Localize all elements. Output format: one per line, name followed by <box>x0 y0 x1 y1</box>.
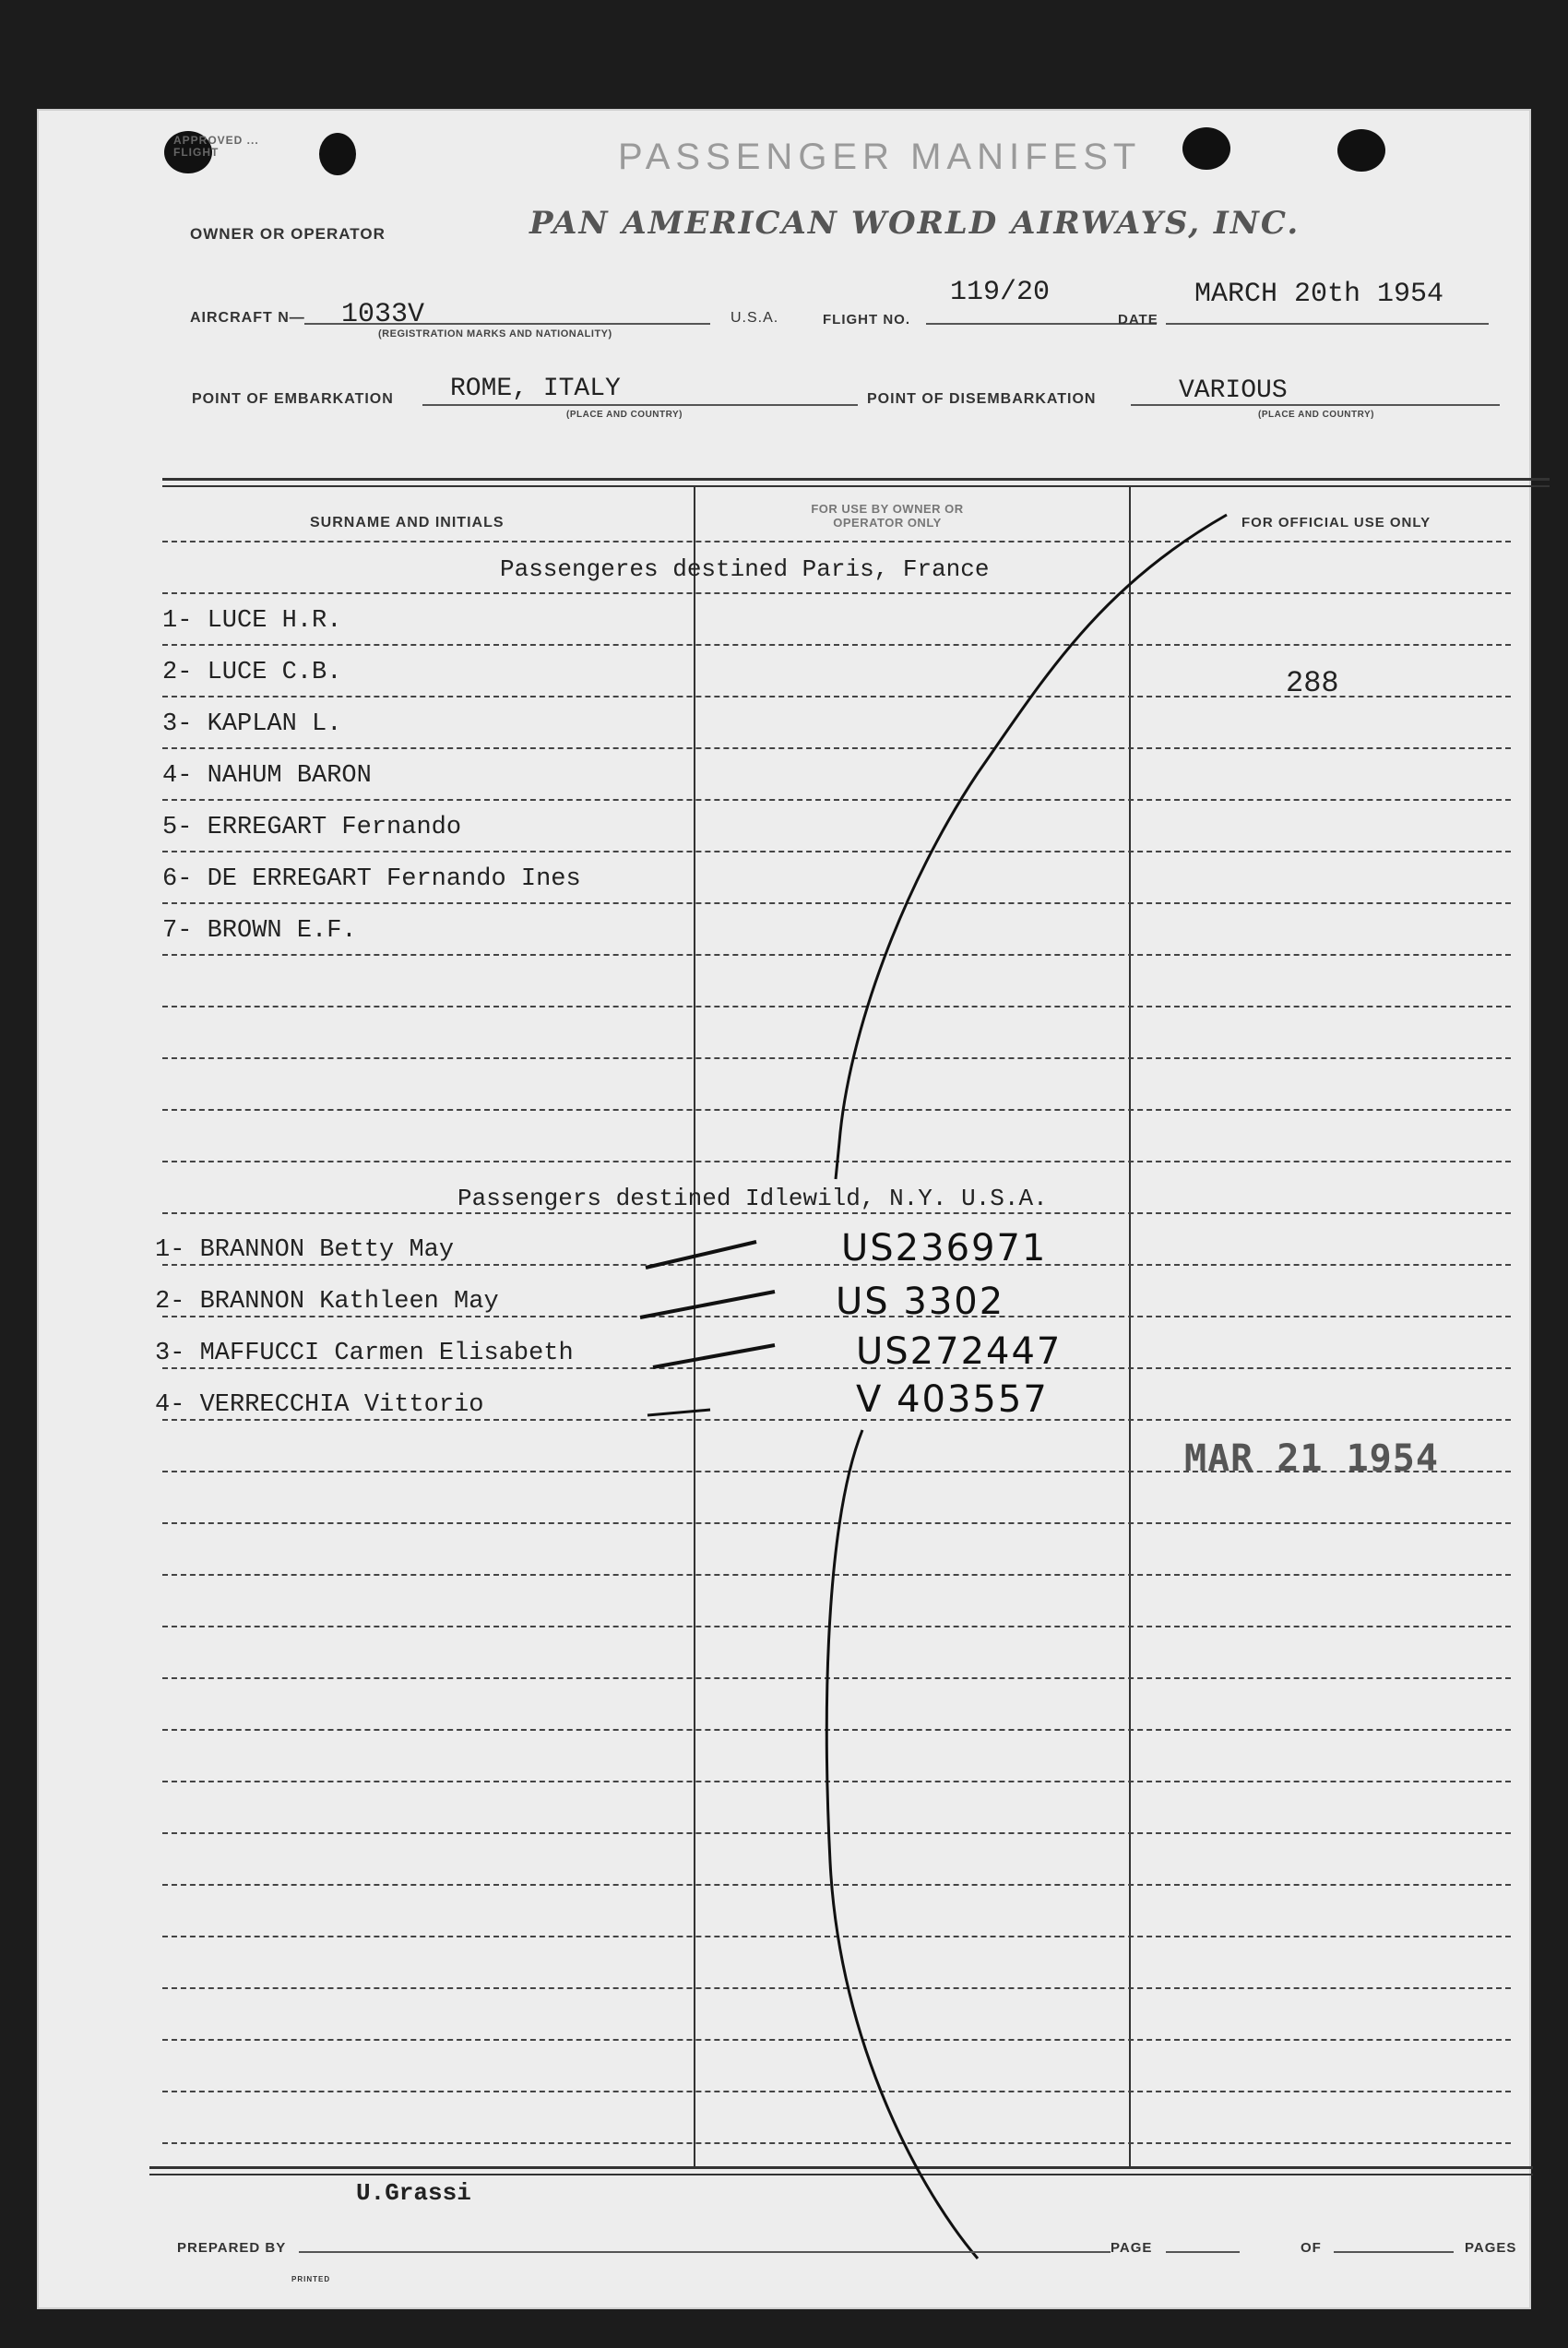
embark-value: ROME, ITALY <box>450 375 621 403</box>
page-title: PASSENGER MANIFEST <box>618 137 1142 177</box>
aircraft-value: 1033V <box>341 299 425 330</box>
passenger-row: 1- BRANNON Betty May <box>155 1236 455 1264</box>
passenger-row: 2- LUCE C.B. <box>162 659 342 686</box>
handwritten-strokes <box>37 109 1531 2309</box>
prepared-label: PREPARED BY <box>177 2240 287 2256</box>
group-heading-paris: Passengeres destined Paris, France <box>500 555 990 583</box>
passenger-row: 6- DE ERREGART Fernando Ines <box>162 865 581 893</box>
aircraft-caption: (REGISTRATION MARKS AND NATIONALITY) <box>378 328 612 340</box>
passenger-row: 2- BRANNON Kathleen May <box>155 1288 499 1316</box>
page-line <box>1166 2251 1240 2253</box>
embark-caption: (PLACE AND COUNTRY) <box>566 410 683 420</box>
passenger-row: 4- NAHUM BARON <box>162 762 372 790</box>
handwritten-number: V 403557 <box>856 1378 1049 1421</box>
printed-mark: PRINTED <box>291 2275 331 2283</box>
of-label: OF <box>1301 2240 1322 2256</box>
owner-value: PAN AMERICAN WORLD AIRWAYS, INC. <box>529 205 1301 242</box>
passenger-row: 3- MAFFUCCI Carmen Elisabeth <box>155 1340 574 1367</box>
official-note: 288 <box>1286 666 1339 700</box>
passenger-row: 5- ERREGART Fernando <box>162 814 462 841</box>
of-line <box>1334 2251 1454 2253</box>
usa-label: U.S.A. <box>731 310 779 326</box>
flight-label: FLIGHT NO. <box>823 312 910 328</box>
received-date-stamp: MAR 21 1954 <box>1184 1437 1439 1480</box>
column-header-owner-use: FOR USE BY OWNER OR OPERATOR ONLY <box>811 502 964 530</box>
passenger-row: 1- LUCE H.R. <box>162 607 342 635</box>
handwritten-number: US 3302 <box>836 1281 1005 1323</box>
manifest-sheet <box>37 109 1531 2309</box>
signature: U.Grassi <box>356 2179 471 2207</box>
date-value: MARCH 20th 1954 <box>1194 279 1444 310</box>
passenger-row: 4- VERRECCHIA Vittorio <box>155 1391 484 1419</box>
owner-label: OWNER OR OPERATOR <box>190 225 386 243</box>
aircraft-label: AIRCRAFT N— <box>190 310 305 326</box>
handwritten-number: US236971 <box>841 1227 1048 1269</box>
disembark-label: POINT OF DISEMBARKATION <box>867 391 1097 407</box>
pages-label: PAGES <box>1465 2240 1517 2256</box>
passenger-row: 3- KAPLAN L. <box>162 710 342 738</box>
prepared-line <box>299 2251 1111 2253</box>
flight-value: 119/20 <box>950 277 1051 308</box>
group-heading-idlewild: Passengers destined Idlewild, N.Y. U.S.A. <box>457 1185 1048 1212</box>
approved-stamp: APPROVED ... FLIGHT <box>173 134 259 159</box>
column-header-official-use: FOR OFFICIAL USE ONLY <box>1241 515 1431 530</box>
disembark-value: VARIOUS <box>1179 376 1288 405</box>
disembark-caption: (PLACE AND COUNTRY) <box>1258 410 1374 420</box>
page-label: PAGE <box>1111 2240 1153 2256</box>
embark-label: POINT OF EMBARKATION <box>192 391 394 407</box>
handwritten-number: US272447 <box>856 1330 1063 1373</box>
passenger-row: 7- BROWN E.F. <box>162 917 357 945</box>
column-header-surname: SURNAME AND INITIALS <box>310 515 505 530</box>
date-label: DATE <box>1118 312 1158 328</box>
